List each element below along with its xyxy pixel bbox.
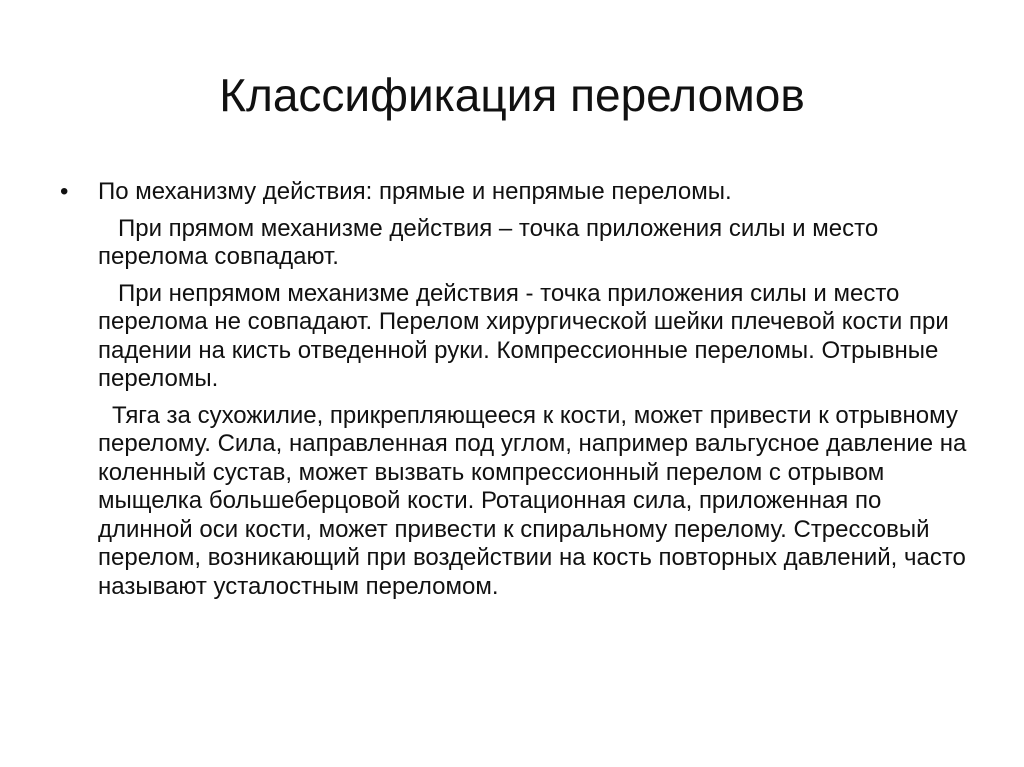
- paragraph-indirect: При непрямом механизме действия - точка приложения силы и место перелома не совпадают. Перелом хирургической шейки плечевой кости при падении на кисть отведенной руки. Компрессионные переломы. Отрывные переломы.: [98, 279, 949, 392]
- paragraph-mechanism: По механизму действия: прямые и непрямые переломы.: [98, 178, 732, 205]
- slide-title: Классификация переломов: [219, 69, 805, 121]
- paragraph-tendon-traction: Тяга за сухожилие, прикрепляющееся к кости, может привести к отрывному перелому. Сила, направленная под углом, например вальгусное давление на коленный сустав, может вызвать компрессионный перелом с отрывом мыщелка большеберцовой кости. Ротационная сила, приложенная по длинной оси кости, может привести к спиральному перелому. Стрессовый перелом, возникающий при воздействии на кость повторных давлений, часто называют усталостным переломом.: [98, 401, 967, 600]
- bullet-marker: •: [60, 178, 69, 205]
- slide-body: [60, 178, 980, 609]
- paragraph-direct: При прямом механизме действия – точка приложения силы и место перелома совпадают.: [98, 214, 879, 270]
